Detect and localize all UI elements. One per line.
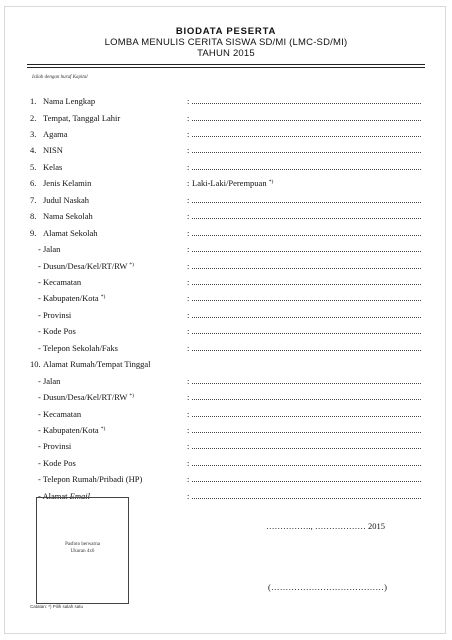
fill-in-blank[interactable] <box>192 103 421 104</box>
signature-line: (…………………………………) <box>268 582 388 592</box>
header-rule-bottom <box>27 67 425 68</box>
document-title: BIODATA PESERTA <box>175 26 277 37</box>
fill-in-blank[interactable] <box>192 152 421 153</box>
field-colon: : <box>187 457 190 468</box>
field-number: 7. <box>30 194 37 205</box>
field-label-text: - Alamat <box>38 490 70 501</box>
field-colon: : <box>187 342 190 353</box>
address-subfield-row <box>0 343 452 357</box>
footnote: Catatan: *) Pilih salah satu <box>30 604 84 609</box>
field-label-text: - Kode Pos <box>38 326 76 337</box>
field-label-text: - Provinsi <box>38 441 72 452</box>
fill-in-blank[interactable] <box>192 251 421 252</box>
fill-in-blank[interactable] <box>192 136 421 137</box>
fill-in-blank[interactable] <box>192 399 421 400</box>
field-colon: : <box>187 276 190 287</box>
field-label-text: Tempat, Tanggal Lahir <box>43 112 121 123</box>
footnote-marker: *) <box>100 426 106 432</box>
address-subfield-row <box>0 376 452 390</box>
field-label <box>43 145 63 155</box>
field-label-text: - Kecamatan <box>38 408 82 419</box>
field-number: 8. <box>30 211 37 222</box>
address-subfield-row <box>0 409 452 423</box>
field-label-emphasis: Email <box>69 490 90 501</box>
field-label <box>43 359 151 369</box>
fill-in-blank[interactable] <box>192 235 421 236</box>
field-label <box>38 244 60 254</box>
photo-caption-line1: Pasfoto berwarna <box>65 542 100 547</box>
field-label-text: Kelas <box>43 161 63 172</box>
field-colon: : <box>187 227 190 238</box>
address-subfield-row <box>0 261 452 275</box>
form-field-row <box>0 211 452 225</box>
field-colon: : <box>187 326 190 337</box>
field-number: 10. <box>30 359 41 370</box>
field-colon: : <box>187 112 190 123</box>
field-label-text: - Telepon Sekolah/Faks <box>38 342 118 353</box>
field-label-text: Jenis Kelamin <box>43 178 92 189</box>
form-field-row <box>0 113 452 127</box>
field-label-text: Alamat Sekolah <box>43 227 98 238</box>
field-label <box>38 310 71 320</box>
field-label <box>43 228 98 238</box>
field-number: 4. <box>30 145 37 156</box>
form-field-row <box>0 359 452 373</box>
field-colon: : <box>187 96 190 106</box>
footnote-marker: *) <box>129 261 135 268</box>
form-field-row <box>0 178 452 192</box>
field-label-text: - Kabupaten/Kota <box>38 293 99 304</box>
field-label-text: Nama Lengkap <box>43 96 96 106</box>
fill-in-blank[interactable] <box>192 383 421 384</box>
fill-in-blank[interactable] <box>192 169 421 170</box>
field-colon: : <box>187 161 190 172</box>
field-label <box>38 425 105 437</box>
footnote-marker: *) <box>129 393 135 400</box>
field-label-text: - Jalan <box>38 375 61 386</box>
field-label-text: Nama Sekolah <box>43 211 93 222</box>
form-field-row <box>0 129 452 143</box>
field-label <box>43 211 93 221</box>
field-colon: : <box>187 375 190 386</box>
field-label <box>38 409 81 419</box>
field-label <box>38 277 81 287</box>
fill-in-blank[interactable] <box>192 120 421 121</box>
field-value-text: Laki-Laki/Perempuan <box>192 178 267 189</box>
document-year: TAHUN 2015 <box>197 48 255 59</box>
address-subfield-row <box>0 458 452 472</box>
fill-in-blank[interactable] <box>192 416 421 417</box>
photo-placeholder <box>36 497 129 604</box>
fill-in-blank[interactable] <box>192 448 421 449</box>
field-label <box>38 261 134 273</box>
field-label-text: - Telepon Rumah/Pribadi (HP) <box>38 474 143 485</box>
fill-in-blank[interactable] <box>192 481 421 482</box>
fill-in-blank[interactable] <box>192 498 421 499</box>
field-value-options[interactable] <box>192 178 273 190</box>
form-field-row <box>0 195 452 209</box>
field-number: 6. <box>30 178 37 189</box>
field-label <box>43 178 91 188</box>
field-colon: : <box>187 145 190 156</box>
field-number: 9. <box>30 227 37 238</box>
field-colon: : <box>187 392 190 403</box>
field-number: 1. <box>30 96 37 106</box>
form-field-row <box>0 145 452 159</box>
document-subtitle: LOMBA MENULIS CERITA SISWA SD/MI (LMC-SD/MI) <box>104 37 348 48</box>
field-colon: : <box>187 408 190 419</box>
photo-caption <box>37 541 128 555</box>
address-subfield-row <box>0 441 452 455</box>
footnote-marker: *) <box>268 179 274 186</box>
field-label <box>38 293 105 305</box>
fill-in-blank[interactable] <box>192 268 421 269</box>
photo-caption-line2: Ukuran 4x6 <box>70 549 95 554</box>
field-colon: : <box>187 474 190 485</box>
fill-in-blank[interactable] <box>192 317 421 318</box>
field-colon: : <box>187 260 190 271</box>
form-field-row <box>0 228 452 242</box>
field-label-text: - Provinsi <box>38 309 72 320</box>
field-label-text: - Dusun/Desa/Kel/RT/RW <box>38 260 128 271</box>
form-field-row <box>0 96 452 110</box>
fill-in-blank[interactable] <box>192 284 421 285</box>
field-label <box>38 376 60 386</box>
field-label-text: - Kode Pos <box>38 457 76 468</box>
header-rule-top <box>27 64 425 65</box>
field-label <box>43 195 89 205</box>
field-label <box>38 474 142 484</box>
fill-in-blank[interactable] <box>192 218 421 219</box>
field-colon: : <box>187 293 190 304</box>
address-subfield-row <box>0 277 452 291</box>
address-subfield-row <box>0 425 452 439</box>
address-subfield-row <box>0 310 452 324</box>
field-label <box>43 96 95 106</box>
fill-in-blank[interactable] <box>192 300 421 301</box>
fill-in-blank[interactable] <box>192 465 421 466</box>
field-label-text: NISN <box>43 145 63 156</box>
fill-in-blank[interactable] <box>192 350 421 351</box>
field-colon: : <box>187 441 190 452</box>
field-label <box>43 113 120 123</box>
footnote-marker: *) <box>100 294 106 301</box>
field-number: 2. <box>30 112 37 123</box>
fill-in-blank[interactable] <box>192 333 421 334</box>
field-colon: : <box>187 490 190 501</box>
field-colon: : <box>187 194 190 205</box>
address-subfield-row <box>0 326 452 340</box>
fill-instruction: Isilah dengan huruf Kapital <box>32 75 88 80</box>
field-label-text: - Dusun/Desa/Kel/RT/RW <box>38 392 128 403</box>
field-label <box>38 326 76 336</box>
field-label <box>38 441 71 451</box>
field-colon: : <box>187 211 190 222</box>
field-label <box>38 343 118 353</box>
address-subfield-row <box>0 474 452 488</box>
field-colon: : <box>187 425 190 435</box>
field-colon: : <box>187 178 190 189</box>
fill-in-blank[interactable] <box>192 432 421 433</box>
form-field-row <box>0 162 452 176</box>
field-colon: : <box>187 128 190 139</box>
field-label <box>43 162 62 172</box>
date-place-line: ……………., ……………… 2015 <box>266 521 385 531</box>
field-label <box>38 392 134 404</box>
document-header <box>0 26 452 59</box>
address-subfield-row <box>0 244 452 258</box>
field-label-text: - Jalan <box>38 244 61 254</box>
field-colon: : <box>187 244 190 254</box>
field-label-text: Agama <box>43 128 68 139</box>
field-label-text: - Kecamatan <box>38 276 82 287</box>
field-number: 3. <box>30 128 37 139</box>
field-number: 5. <box>30 161 37 172</box>
field-label <box>38 458 76 468</box>
address-subfield-row <box>0 392 452 406</box>
field-colon: : <box>187 309 190 320</box>
field-label <box>43 129 68 139</box>
fill-in-blank[interactable] <box>192 202 421 203</box>
address-subfield-row <box>0 293 452 307</box>
field-label-text: - Kabupaten/Kota <box>38 425 99 435</box>
field-label-text: Judul Naskah <box>43 194 90 205</box>
field-label-text: Alamat Rumah/Tempat Tinggal <box>43 359 151 370</box>
